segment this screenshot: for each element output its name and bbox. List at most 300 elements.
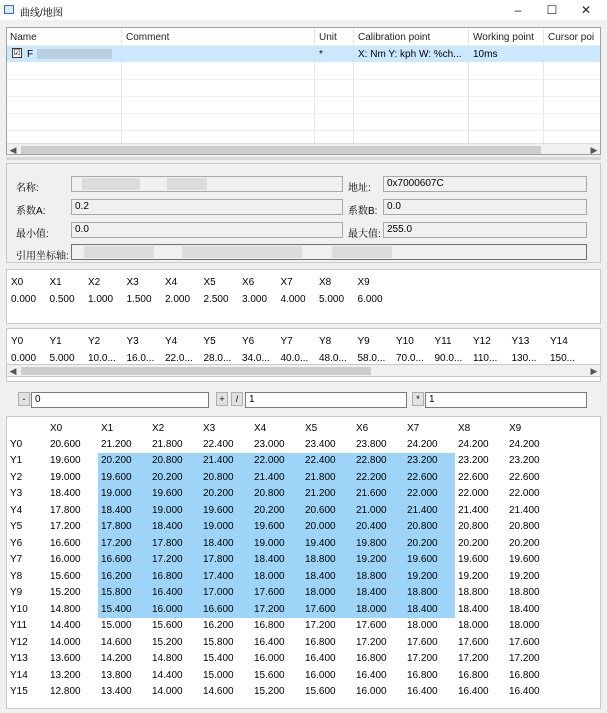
grid-cell[interactable]: 14.600: [101, 636, 132, 648]
grid-cell[interactable]: 17.600: [251, 585, 302, 602]
row-name: F: [27, 49, 34, 60]
row-calibration: X: Nm Y: kph W: %ch...: [358, 49, 462, 60]
grid-cell[interactable]: 21.800: [302, 469, 353, 486]
y-axis-header: Y10: [396, 336, 414, 347]
grid-cell[interactable]: 17.600: [407, 636, 438, 648]
grid-cell[interactable]: 16.800: [458, 669, 489, 681]
grid-cell[interactable]: 16.200: [98, 568, 149, 585]
grid-cell[interactable]: 17.200: [149, 552, 200, 569]
grid-cell[interactable]: 18.400: [404, 601, 455, 618]
grid-cell[interactable]: 18.000: [509, 620, 540, 632]
y-axis-header: Y7: [280, 336, 293, 347]
redacted-value: [332, 246, 392, 258]
grid-cell[interactable]: 16.800: [407, 669, 438, 681]
grid-cell[interactable]: 23.400: [305, 438, 336, 450]
grid-cell[interactable]: 20.800: [251, 486, 302, 503]
grid-cell[interactable]: 20.200: [509, 537, 540, 549]
grid-cell[interactable]: 18.000: [302, 585, 353, 602]
x-axis-header: X6: [242, 277, 255, 288]
y-axis-value[interactable]: 70.0...: [396, 353, 424, 364]
grid-cell[interactable]: 20.800: [200, 469, 251, 486]
grid-cell[interactable]: 14.000: [50, 636, 81, 648]
x-axis-header: X1: [49, 277, 62, 288]
grid-cell[interactable]: 14.800: [152, 653, 183, 665]
grid-cell[interactable]: 18.800: [404, 585, 455, 602]
close-button[interactable]: ✕: [580, 3, 592, 17]
y-axis-value[interactable]: 90.0...: [434, 353, 463, 364]
name-field[interactable]: [71, 176, 343, 192]
x-axis-value[interactable]: 5.000: [319, 294, 345, 305]
grid-cell[interactable]: 17.600: [356, 620, 387, 632]
grid-cell[interactable]: 17.200: [458, 653, 489, 665]
grid-cell[interactable]: 22.800: [353, 453, 404, 470]
grid-cell[interactable]: 19.000: [98, 486, 149, 503]
grid-cell[interactable]: 18.400: [251, 552, 302, 569]
factor-b-label: 系数B:: [348, 206, 378, 217]
grid-cell[interactable]: 18.800: [509, 587, 540, 599]
grid-cell[interactable]: 15.200: [254, 686, 285, 698]
grid-column-header[interactable]: X0: [50, 422, 63, 434]
grid-cell[interactable]: 22.600: [458, 471, 489, 483]
grid-cell[interactable]: 22.000: [509, 488, 540, 500]
col-header-comment[interactable]: Comment: [126, 32, 170, 43]
grid-row-header[interactable]: Y15: [10, 686, 28, 698]
grid-cell[interactable]: 14.800: [50, 603, 81, 615]
scroll-thumb[interactable]: [21, 367, 371, 375]
grid-cell[interactable]: 15.800: [203, 636, 234, 648]
grid-cell[interactable]: 16.800: [305, 636, 336, 648]
multiply-value-input[interactable]: 1: [425, 392, 587, 408]
grid-cell[interactable]: 16.000: [50, 554, 81, 566]
grid-cell[interactable]: 16.000: [254, 653, 285, 665]
chevron-left-icon[interactable]: ◀: [9, 145, 17, 155]
y-axis-header: Y1: [49, 336, 62, 347]
grid-row-header[interactable]: Y6: [10, 537, 23, 549]
grid-cell[interactable]: 15.200: [50, 587, 81, 599]
grid-cell[interactable]: 23.800: [356, 438, 387, 450]
grid-cell[interactable]: 22.400: [302, 453, 353, 470]
grid-cell[interactable]: 15.600: [305, 686, 336, 698]
grid-cell[interactable]: 16.800: [356, 653, 387, 665]
grid-cell[interactable]: 17.800: [200, 552, 251, 569]
grid-cell[interactable]: 13.600: [50, 653, 81, 665]
grid-cell[interactable]: 22.200: [353, 469, 404, 486]
x-axis-value[interactable]: 4.000: [280, 294, 306, 305]
grid-cell[interactable]: 20.200: [200, 486, 251, 503]
grid-cell[interactable]: 21.400: [251, 469, 302, 486]
min-field[interactable]: 0.0: [71, 222, 343, 238]
grid-cell[interactable]: 15.000: [101, 620, 132, 632]
grid-cell[interactable]: 19.600: [251, 519, 302, 536]
grid-cell[interactable]: 22.600: [404, 469, 455, 486]
grid-cell[interactable]: 16.000: [305, 669, 336, 681]
grid-cell[interactable]: 21.400: [509, 504, 540, 516]
grid-row: [7, 502, 557, 519]
grid-cell[interactable]: 16.400: [509, 686, 540, 698]
grid-cell[interactable]: 22.000: [251, 453, 302, 470]
grid-row-header[interactable]: Y4: [10, 504, 23, 516]
grid-cell[interactable]: 18.400: [302, 568, 353, 585]
grid-cell[interactable]: 19.000: [149, 502, 200, 519]
y-axis-value[interactable]: 58.0...: [357, 353, 386, 364]
grid-cell[interactable]: 15.800: [98, 585, 149, 602]
grid-cell[interactable]: 15.200: [152, 636, 183, 648]
grid-cell[interactable]: 21.200: [302, 486, 353, 503]
grid-cell[interactable]: 19.600: [50, 455, 81, 467]
grid-row: [7, 684, 557, 701]
grid-cell[interactable]: 16.600: [200, 601, 251, 618]
grid-cell[interactable]: 21.600: [353, 486, 404, 503]
grid-cell[interactable]: 18.000: [353, 601, 404, 618]
grid-cell[interactable]: 21.400: [404, 502, 455, 519]
grid-cell[interactable]: 19.000: [200, 519, 251, 536]
grid-cell[interactable]: 18.800: [353, 568, 404, 585]
grid-row-header[interactable]: Y1: [10, 455, 23, 467]
grid-cell[interactable]: 20.800: [458, 521, 489, 533]
grid-row-header[interactable]: Y14: [10, 669, 28, 681]
y-axis-value[interactable]: 150...: [550, 353, 576, 364]
grid-cell[interactable]: 16.600: [98, 552, 149, 569]
grid-cell[interactable]: 20.200: [458, 537, 489, 549]
reference-axis-field[interactable]: [71, 244, 587, 260]
chevron-left-icon[interactable]: ◀: [9, 366, 17, 376]
grid-cell[interactable]: 16.800: [509, 669, 540, 681]
y-axis-header: Y5: [203, 336, 216, 347]
grid-cell[interactable]: 17.200: [305, 620, 336, 632]
redacted-value: [182, 246, 302, 258]
col-header-calibration[interactable]: Calibration point: [358, 32, 431, 43]
grid-cell[interactable]: 20.600: [50, 438, 81, 450]
y-axis-value[interactable]: 40.0...: [280, 353, 309, 364]
grid-cell[interactable]: 16.200: [203, 620, 234, 632]
x-axis-header: X3: [126, 277, 139, 288]
x-axis-value[interactable]: 0.500: [49, 294, 75, 305]
grid-cell[interactable]: 18.400: [509, 603, 540, 615]
grid-cell[interactable]: 15.600: [50, 570, 81, 582]
grid-cell[interactable]: 15.600: [254, 669, 285, 681]
grid-cell[interactable]: 17.600: [302, 601, 353, 618]
grid-cell[interactable]: 18.400: [200, 535, 251, 552]
grid-row: [7, 568, 557, 585]
grid-column-header[interactable]: X1: [101, 422, 114, 434]
list-horizontal-scrollbar[interactable]: [7, 143, 600, 155]
grid-column-header[interactable]: X4: [254, 422, 267, 434]
grid-column-header[interactable]: X8: [458, 422, 471, 434]
grid-cell[interactable]: 15.400: [203, 653, 234, 665]
grid-cell[interactable]: 17.800: [98, 519, 149, 536]
grid-row-header[interactable]: Y12: [10, 636, 28, 648]
grid-cell[interactable]: 16.400: [254, 636, 285, 648]
grid-cell[interactable]: 18.400: [149, 519, 200, 536]
grid-cell[interactable]: 17.600: [509, 636, 540, 648]
grid-cell[interactable]: 17.600: [458, 636, 489, 648]
y-axis-header: Y14: [550, 336, 568, 347]
x-axis-value[interactable]: 6.000: [357, 294, 383, 305]
grid-row: [7, 667, 557, 684]
grid-cell[interactable]: 19.200: [353, 552, 404, 569]
grid-cell[interactable]: 17.200: [251, 601, 302, 618]
grid-cell[interactable]: 22.000: [458, 488, 489, 500]
min-label: 最小值:: [16, 229, 49, 240]
grid-row-header[interactable]: Y8: [10, 570, 23, 582]
grid-cell[interactable]: 23.200: [458, 455, 489, 467]
address-field[interactable]: 0x7000607C: [383, 176, 587, 192]
y-axis-header: Y9: [357, 336, 370, 347]
grid-cell[interactable]: 19.800: [353, 535, 404, 552]
grid-cell[interactable]: 16.400: [407, 686, 438, 698]
grid-cell[interactable]: 21.200: [101, 438, 132, 450]
grid-row: [7, 618, 557, 635]
y-axis-header: Y12: [473, 336, 491, 347]
variable-list[interactable]: [6, 27, 601, 155]
col-header-cursor[interactable]: Cursor poi: [548, 32, 595, 43]
y-axis-header: Y2: [88, 336, 101, 347]
col-header-name[interactable]: Name: [10, 32, 37, 43]
grid-header-row: [7, 420, 557, 436]
grid-row-header[interactable]: Y7: [10, 554, 23, 566]
grid-cell[interactable]: 20.000: [302, 519, 353, 536]
grid-cell[interactable]: 17.200: [356, 636, 387, 648]
grid-cell[interactable]: 24.200: [407, 438, 438, 450]
y-axis-value[interactable]: 28.0...: [203, 353, 232, 364]
y-axis-header: Y13: [511, 336, 530, 347]
chevron-right-icon[interactable]: ▶: [590, 366, 598, 376]
grid-cell[interactable]: 18.400: [458, 603, 489, 615]
map-table[interactable]: [7, 420, 557, 700]
y-axis-header: Y3: [126, 336, 139, 347]
grid-column-header[interactable]: X2: [152, 422, 165, 434]
grid-cell[interactable]: 14.400: [50, 620, 81, 632]
grid-row: [7, 436, 557, 453]
redacted-value: [82, 178, 140, 190]
grid-cell[interactable]: 13.200: [50, 669, 81, 681]
grid-cell[interactable]: 16.800: [254, 620, 285, 632]
grid-cell[interactable]: 16.400: [149, 585, 200, 602]
grid-cell[interactable]: 14.200: [101, 653, 132, 665]
grid-cell[interactable]: 24.200: [509, 438, 540, 450]
y-axis-header: Y6: [242, 336, 255, 347]
grid-column-header[interactable]: X7: [407, 422, 420, 434]
app-icon: [4, 5, 14, 14]
grid-cell[interactable]: 23.000: [254, 438, 285, 450]
grid-cell[interactable]: 16.400: [305, 653, 336, 665]
redacted-value: [167, 178, 207, 190]
grid-cell[interactable]: 19.200: [458, 570, 489, 582]
grid-cell[interactable]: 19.400: [302, 535, 353, 552]
grid-cell[interactable]: 15.400: [98, 601, 149, 618]
subtract-button[interactable]: -: [18, 392, 30, 406]
subtract-value-input[interactable]: 0: [31, 392, 209, 408]
y-axis-value[interactable]: 16.0...: [126, 353, 155, 364]
address-label: 地址:: [348, 183, 371, 194]
grid-cell[interactable]: 19.200: [509, 570, 540, 582]
grid-cell[interactable]: 18.800: [302, 552, 353, 569]
grid-column-header[interactable]: X9: [509, 422, 522, 434]
x-axis-header: X9: [357, 277, 370, 288]
grid-cell[interactable]: 18.800: [458, 587, 489, 599]
grid-cell[interactable]: 21.000: [353, 502, 404, 519]
row-divider: [7, 113, 601, 114]
row-divider: [7, 96, 601, 97]
row-divider: [7, 79, 601, 80]
properties-panel: [6, 163, 601, 263]
grid-cell[interactable]: 18.400: [353, 585, 404, 602]
grid-cell[interactable]: 15.600: [152, 620, 183, 632]
minimize-button[interactable]: –: [514, 3, 522, 17]
grid-cell[interactable]: 12.800: [50, 686, 81, 698]
grid-cell[interactable]: 17.000: [200, 585, 251, 602]
y-axis-header: Y11: [434, 336, 452, 347]
grid-row-header[interactable]: Y2: [10, 471, 23, 483]
y-axis-value[interactable]: 48.0...: [319, 353, 347, 364]
scroll-thumb[interactable]: [21, 146, 541, 154]
y-axis-value[interactable]: 34.0...: [242, 353, 270, 364]
grid-cell[interactable]: 23.200: [404, 453, 455, 470]
grid-column-header[interactable]: X5: [305, 422, 318, 434]
grid-cell[interactable]: 13.400: [101, 686, 132, 698]
grid-cell[interactable]: 16.400: [356, 669, 387, 681]
splitter-handle[interactable]: [6, 157, 601, 160]
grid-cell[interactable]: 20.200: [98, 453, 149, 470]
grid-cell[interactable]: 14.400: [152, 669, 183, 681]
grid-cell[interactable]: 19.600: [509, 554, 540, 566]
x-axis-value[interactable]: 1.500: [126, 294, 152, 305]
grid-cell[interactable]: 20.400: [353, 519, 404, 536]
y-axis-value[interactable]: 5.000: [49, 353, 75, 364]
add-button[interactable]: +: [216, 392, 228, 406]
grid-cell[interactable]: 20.200: [251, 502, 302, 519]
grid-column-header[interactable]: X6: [356, 422, 369, 434]
x-axis-header: X7: [280, 277, 293, 288]
x-axis-value[interactable]: 3.000: [242, 294, 268, 305]
grid-cell[interactable]: 21.400: [458, 504, 489, 516]
grid-cell[interactable]: 20.600: [302, 502, 353, 519]
grid-cell[interactable]: 17.200: [50, 521, 81, 533]
grid-cell[interactable]: 16.800: [149, 568, 200, 585]
row-checkbox[interactable]: ☑: [13, 48, 21, 57]
grid-cell[interactable]: 22.400: [203, 438, 234, 450]
y-axis-value[interactable]: 0.000: [11, 353, 37, 364]
col-header-working[interactable]: Working point: [473, 32, 534, 43]
grid-cell[interactable]: 20.800: [149, 453, 200, 470]
y-axis-header: Y4: [165, 336, 178, 347]
title-bar: [0, 0, 607, 20]
grid-cell[interactable]: 23.200: [509, 455, 540, 467]
grid-cell[interactable]: 19.000: [50, 471, 81, 483]
grid-cell[interactable]: 16.000: [356, 686, 387, 698]
grid-cell[interactable]: 19.600: [404, 552, 455, 569]
x-axis-table[interactable]: [6, 269, 601, 324]
grid-column-header[interactable]: X3: [203, 422, 216, 434]
divide-button[interactable]: /: [231, 392, 243, 406]
grid-cell[interactable]: 20.800: [509, 521, 540, 533]
factor-b-field[interactable]: 0.0: [383, 199, 587, 215]
grid-cell[interactable]: 21.800: [152, 438, 183, 450]
grid-cell[interactable]: 20.800: [404, 519, 455, 536]
max-field[interactable]: 255.0: [383, 222, 587, 238]
grid-cell[interactable]: 24.200: [458, 438, 489, 450]
grid-row-header[interactable]: Y3: [10, 488, 23, 500]
grid-cell[interactable]: 14.600: [203, 686, 234, 698]
grid-cell[interactable]: 19.600: [200, 502, 251, 519]
x-axis-value[interactable]: 2.500: [203, 294, 229, 305]
grid-row-header[interactable]: Y10: [10, 603, 28, 615]
grid-cell[interactable]: 19.600: [458, 554, 489, 566]
grid-corner: [7, 420, 47, 436]
chevron-right-icon[interactable]: ▶: [590, 145, 598, 155]
x-axis-value[interactable]: 0.000: [11, 294, 37, 305]
y-axis-scrollbar[interactable]: [6, 364, 601, 377]
grid-cell[interactable]: 16.400: [458, 686, 489, 698]
grid-cell[interactable]: 17.800: [149, 535, 200, 552]
grid-cell[interactable]: 18.000: [251, 568, 302, 585]
grid-row-header[interactable]: Y11: [10, 620, 28, 632]
grid-row-header[interactable]: Y0: [10, 438, 23, 450]
y-axis-value[interactable]: 22.0...: [165, 353, 193, 364]
grid-cell[interactable]: 17.200: [98, 535, 149, 552]
grid-row-header[interactable]: Y5: [10, 521, 23, 533]
grid-cell[interactable]: 17.800: [50, 504, 81, 516]
row-divider: [7, 130, 601, 131]
grid-cell[interactable]: 18.400: [50, 488, 81, 500]
grid-cell[interactable]: 18.000: [458, 620, 489, 632]
grid-cell[interactable]: 17.200: [407, 653, 438, 665]
map-value-grid[interactable]: [6, 416, 601, 709]
grid-cell[interactable]: 13.800: [101, 669, 132, 681]
y-axis-header: Y8: [319, 336, 332, 347]
x-axis-value[interactable]: 2.000: [165, 294, 191, 305]
grid-cell[interactable]: 19.600: [98, 469, 149, 486]
grid-cell[interactable]: 19.600: [149, 486, 200, 503]
grid-cell[interactable]: 20.200: [149, 469, 200, 486]
y-axis-value[interactable]: 10.0...: [88, 353, 116, 364]
grid-row: [7, 486, 557, 503]
grid-cell[interactable]: 22.600: [509, 471, 540, 483]
grid-cell[interactable]: 17.400: [200, 568, 251, 585]
grid-row-header[interactable]: Y9: [10, 587, 23, 599]
window-title: 曲线/地图: [20, 8, 63, 19]
grid-cell[interactable]: 18.000: [407, 620, 438, 632]
grid-cell[interactable]: 20.200: [404, 535, 455, 552]
y-axis-header: Y0: [11, 336, 24, 347]
grid-cell[interactable]: 19.000: [251, 535, 302, 552]
grid-cell[interactable]: 15.000: [203, 669, 234, 681]
grid-cell[interactable]: 22.000: [404, 486, 455, 503]
y-axis-value[interactable]: 130...: [511, 353, 537, 364]
factor-a-label: 系数A:: [16, 206, 46, 217]
grid-row: [7, 651, 557, 668]
grid-cell[interactable]: 21.400: [200, 453, 251, 470]
maximize-button[interactable]: ☐: [546, 3, 558, 17]
grid-cell[interactable]: 16.000: [149, 601, 200, 618]
grid-row: [7, 469, 557, 486]
x-axis-header: X0: [11, 277, 24, 288]
grid-row-header[interactable]: Y13: [10, 653, 28, 665]
multiply-button[interactable]: *: [412, 392, 424, 406]
grid-cell[interactable]: 16.600: [50, 537, 81, 549]
grid-cell[interactable]: 17.200: [509, 653, 540, 665]
grid-cell[interactable]: 14.000: [152, 686, 183, 698]
col-header-unit[interactable]: Unit: [319, 32, 337, 43]
divide-value-input[interactable]: 1: [245, 392, 407, 408]
grid-cell[interactable]: 18.400: [98, 502, 149, 519]
x-axis-header: X2: [88, 277, 101, 288]
y-axis-value[interactable]: 110...: [473, 353, 498, 364]
grid-cell[interactable]: 19.200: [404, 568, 455, 585]
factor-a-field[interactable]: 0.2: [71, 199, 343, 215]
x-axis-value[interactable]: 1.000: [88, 294, 114, 305]
grid-row: [7, 601, 557, 618]
